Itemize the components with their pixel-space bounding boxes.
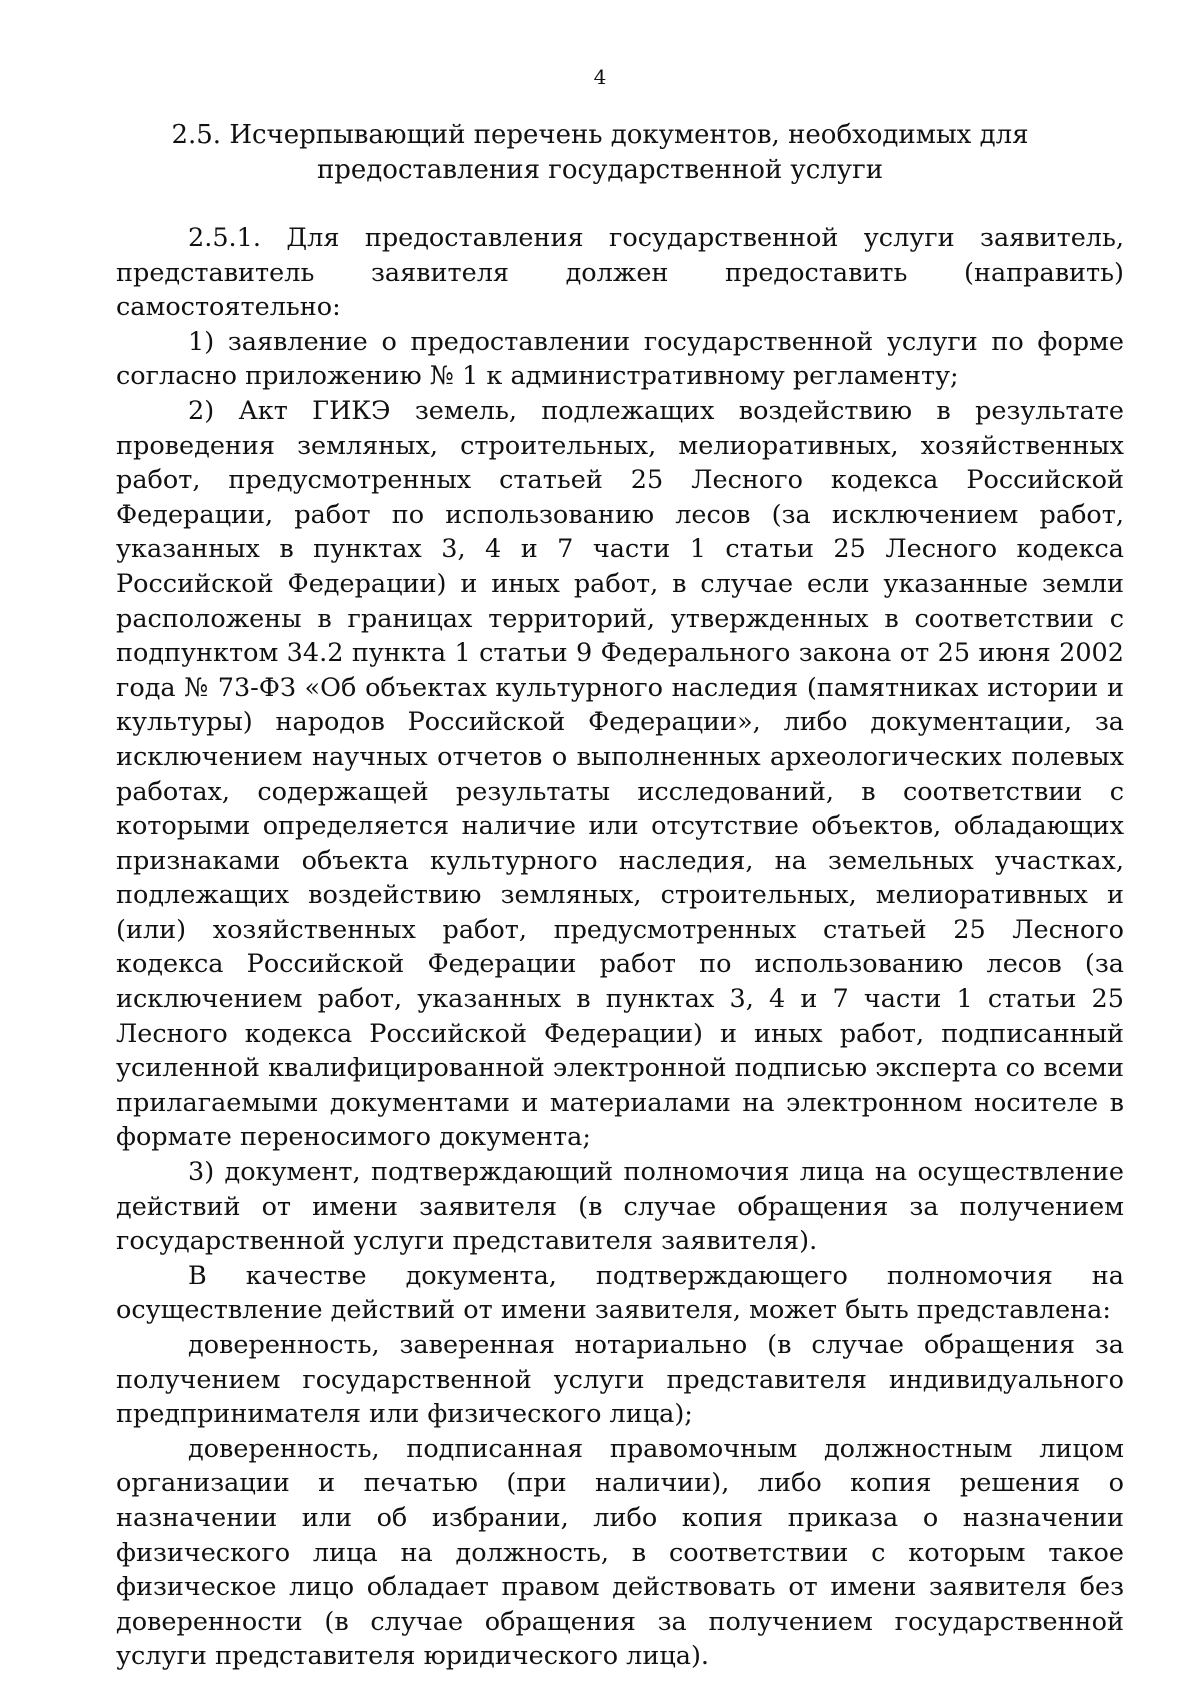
document-body <box>116 221 1124 1674</box>
paragraph-item-2: 2) Акт ГИКЭ земель, подлежащих воздействию в результате проведения земляных, строительных, мелиоративных, хозяйственных работ, предусмотренных статьей 25 Лесного кодекса Российской Федерации, работ по использованию лесов (за исключением работ, указанных в пунктах 3, 4 и 7 части 1 статьи 25 Лесного кодекса Российской Федерации) и иных работ, в случае если указанные земли расположены в границах территорий, утвержденных в соответствии с подпунктом 34.2 пункта 1 статьи 9 Федерального закона от 25 июня 2002 года № 73-ФЗ «Об объектах культурного наследия (памятниках истории и культуры) народов Российской Федерации», либо документации, за исключением научных отчетов о выполненных археологических полевых работах, содержащей результаты исследований, в соответствии с которыми определяется наличие или отсутствие объектов, обладающих признаками объекта культурного наследия, на земельных участках, подлежащих воздействию земляных, строительных, мелиоративных и (или) хозяйственных работ, предусмотренных статьей 25 Лесного кодекса Российской Федерации работ по использованию лесов (за исключением работ, указанных в пунктах 3, 4 и 7 части 1 статьи 25 Лесного кодекса Российской Федерации) и иных работ, подписанный усиленной квалифицированной электронной подписью эксперта со всеми прилагаемыми документами и материалами на электронном носителе в формате переносимого документа; <box>116 395 1124 1153</box>
section-heading-line-1: 2.5. Исчерпывающий перечень документов, необходимых для <box>171 120 1029 150</box>
paragraph-2-5-1: 2.5.1. Для предоставления государственной услуги заявитель, представитель заявителя должен предоставить (направить) самостоятельно: <box>116 223 1124 323</box>
paragraph-signed-power-of-attorney: доверенность, подписанная правомочным должностным лицом организации и печатью (при наличии), либо копия решения о назначении или об избрании, либо копия приказа о назначении физического лица на должность, в соответствии с которым такое физическое лицо обладает правом действовать от имени заявителя без доверенности (в случае обращения за получением государственной услуги представителя юридического лица). <box>116 1433 1124 1672</box>
paragraph-item-3: 3) документ, подтверждающий полномочия лица на осуществление действий от имени заявителя (в случае обращения за получением государственной услуги представителя заявителя). <box>116 1157 1124 1257</box>
paragraph-authority-document: В качестве документа, подтверждающего полномочия на осуществление действий от имени заявителя, может быть представлена: <box>116 1260 1124 1326</box>
paragraph-notarized-power-of-attorney: доверенность, заверенная нотариально (в случае обращения за получением государственной услуги представителя индивидуального предпринимателя или физического лица); <box>116 1330 1124 1430</box>
paragraph-item-1: 1) заявление о предоставлении государственной услуги по форме согласно приложению № 1 к административному регламенту; <box>116 326 1124 392</box>
page-number: 4 <box>593 65 607 89</box>
section-heading <box>150 118 1050 188</box>
section-heading-line-2: предоставления государственной услуги <box>316 155 884 185</box>
